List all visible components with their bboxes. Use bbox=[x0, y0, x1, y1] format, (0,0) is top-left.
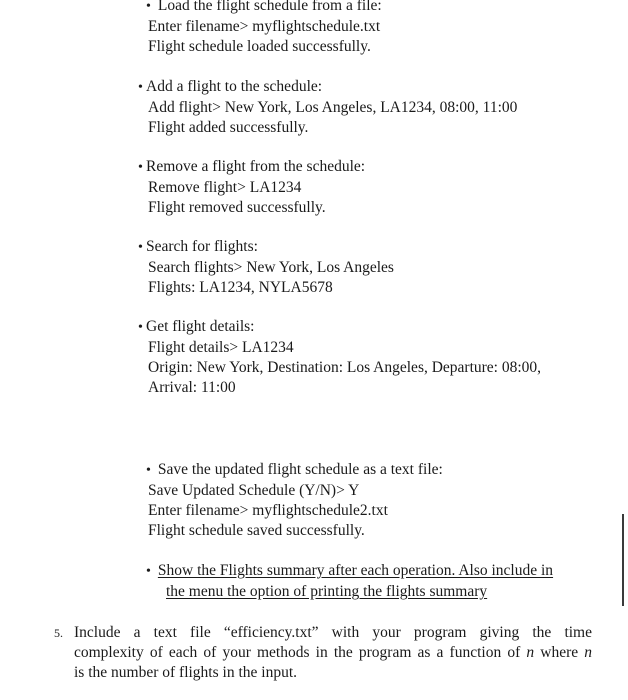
text-line: Search flights> New York, Los Angeles bbox=[148, 259, 394, 276]
bullet-icon: • bbox=[138, 80, 143, 95]
text-line: Flight schedule loaded successfully. bbox=[148, 38, 371, 55]
bullet-icon: • bbox=[146, 463, 151, 478]
section-save bbox=[146, 460, 443, 541]
text-line: Add flight> New York, Los Angeles, LA1234, 08:00, 11:00 bbox=[148, 99, 518, 116]
text-line: Enter filename> myflightschedule.txt bbox=[148, 18, 381, 35]
section-title: Load the flight schedule from a file: bbox=[157, 0, 382, 14]
section-title: Get flight details: bbox=[146, 318, 255, 335]
item-number: 5. bbox=[54, 626, 63, 640]
section-title: Search for flights: bbox=[146, 238, 258, 255]
text-line: Save Updated Schedule (Y/N)> Y bbox=[148, 482, 360, 499]
section-details bbox=[138, 317, 541, 398]
text-line: Remove flight> LA1234 bbox=[148, 179, 302, 196]
text-line: Flight removed successfully. bbox=[148, 199, 326, 216]
text-line: Flight details> LA1234 bbox=[148, 339, 294, 356]
text-line: Flight added successfully. bbox=[148, 119, 309, 136]
summary-line: the menu the option of printing the flights summary bbox=[166, 583, 488, 600]
bullet-icon: • bbox=[138, 320, 143, 335]
section-add bbox=[138, 77, 517, 138]
section-title: Save the updated flight schedule as a text file: bbox=[157, 461, 443, 478]
bullet-icon: • bbox=[146, 0, 151, 14]
text-line: Arrival: 11:00 bbox=[148, 379, 236, 396]
bullet-icon: • bbox=[146, 564, 151, 579]
section-title: Remove a flight from the schedule: bbox=[146, 158, 366, 175]
text-line: Flight schedule saved successfully. bbox=[148, 522, 365, 539]
scrollbar[interactable] bbox=[622, 514, 624, 606]
section-search bbox=[138, 237, 394, 298]
item-line: complexity of each of your methods in the program as a function of n where n bbox=[74, 644, 592, 661]
text-line: Enter filename> myflightschedule2.txt bbox=[148, 502, 388, 519]
section-title: Add a flight to the schedule: bbox=[146, 78, 323, 95]
summary-line: Show the Flights summary after each operation. Also include in bbox=[157, 562, 554, 579]
section-summary bbox=[146, 561, 553, 602]
text-line: Origin: New York, Destination: Los Angeles, Departure: 08:00, bbox=[148, 359, 542, 376]
section-load bbox=[146, 0, 382, 57]
item-5 bbox=[54, 623, 592, 683]
item-line: is the number of flights in the input. bbox=[74, 664, 298, 681]
bullet-icon: • bbox=[138, 240, 143, 255]
item-line: Include a text file “efficiency.txt” with your program giving the time bbox=[74, 624, 592, 641]
bullet-icon: • bbox=[138, 160, 143, 175]
text-line: Flights: LA1234, NYLA5678 bbox=[148, 279, 333, 296]
section-remove bbox=[138, 157, 365, 218]
